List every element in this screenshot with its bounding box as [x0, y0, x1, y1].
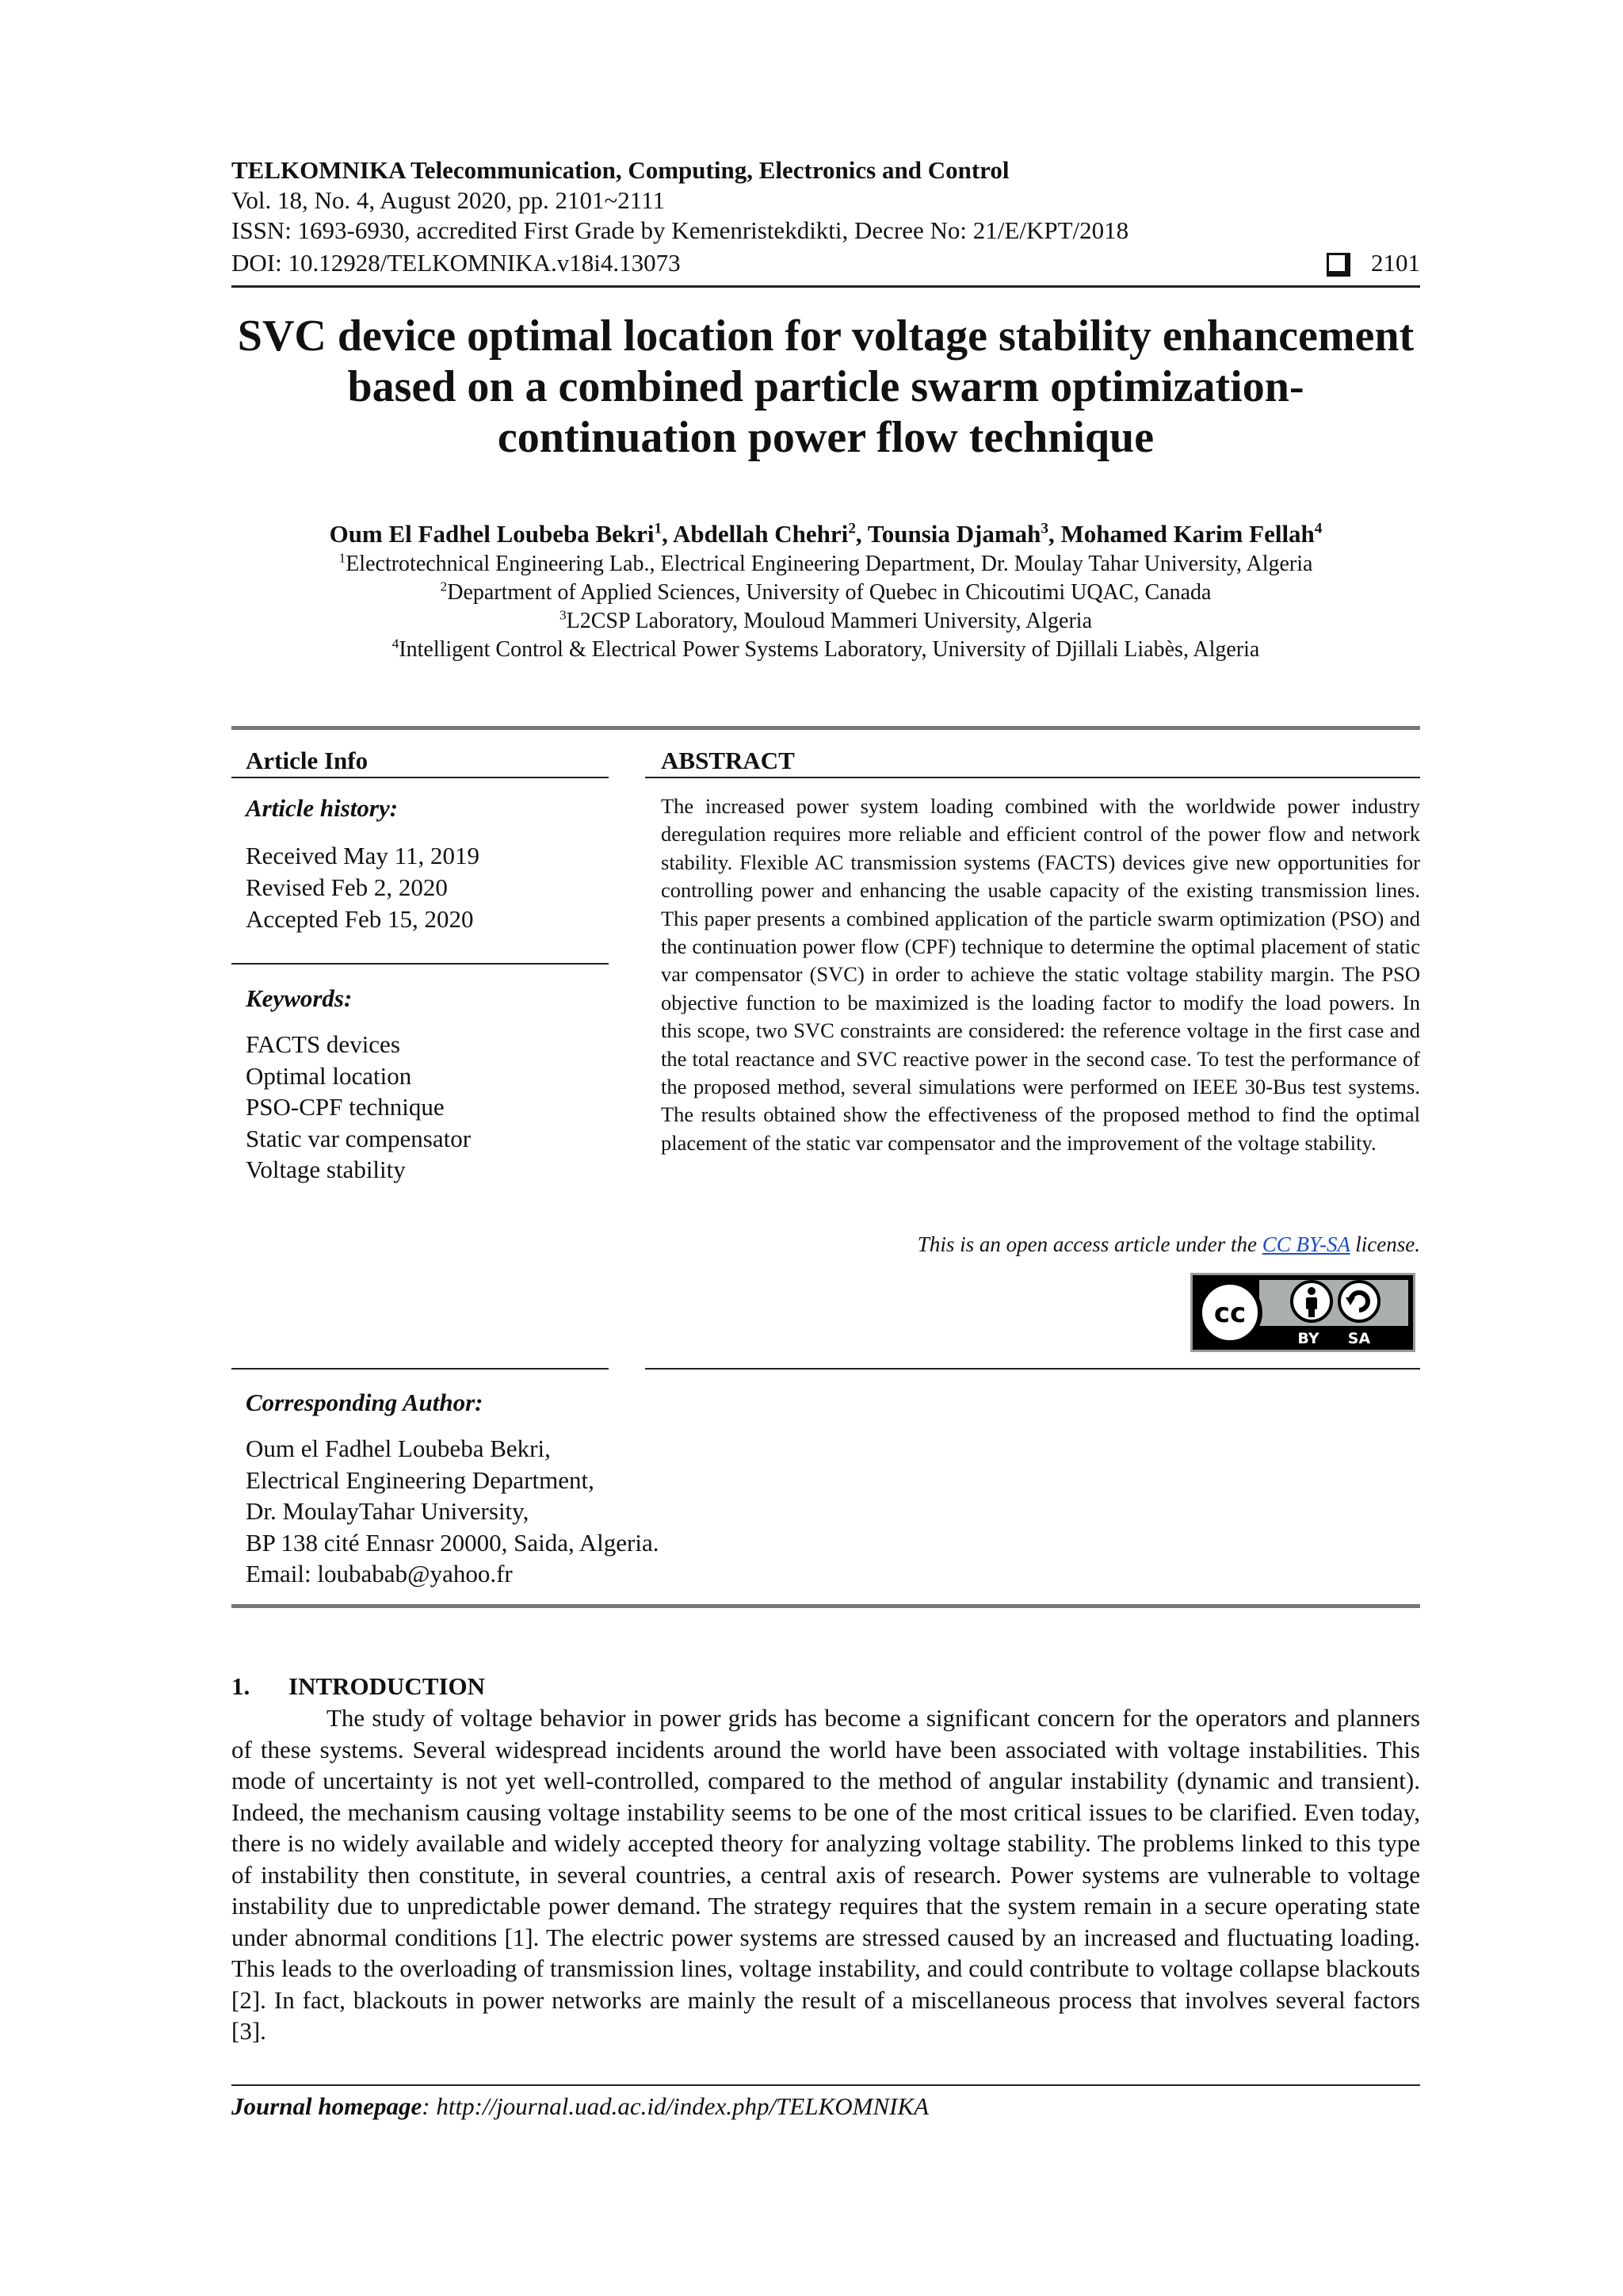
author-separator: ,	[1048, 520, 1061, 548]
badge-top-band	[1259, 1280, 1408, 1326]
info-box-bottom-rule	[231, 1604, 1420, 1608]
history-rule	[231, 963, 609, 965]
accepted-date: Accepted Feb 15, 2020	[246, 905, 474, 933]
introduction-paragraph: The study of voltage behavior in power grids has become a significant concern for the operators and planners of these systems. Several widespread incidents around the world have been associated with voltage instabilities. This mode of uncertainty is not yet well-controlled, compared to the method of angular instability (dynamic and transient). Indeed, the mechanism causing voltage instability seems to be one of the most critical issues to be clarified. Even today, there is no widely available and widely accepted theory for analyzing voltage stability. The problems linked to this type of instability then constitute, in several countries, a central axis of research. Power systems are vulnerable to voltage instability due to unpredictable power demand. The strategy requires that the system remain in a secure operating state under abnormal conditions [1]. The electric power systems are stressed caused by an increased and fluctuating loading. This leads to the overloading of transmission lines, voltage instability, and could contribute to voltage collapse blackouts [2]. In fact, blackouts in power networks are mainly the result of a miscellaneous process that involves several factors [3].	[231, 1704, 1420, 2045]
author-affiliation-mark: 1	[654, 520, 663, 537]
author-affiliation-mark: 4	[1314, 520, 1323, 537]
license-suffix: license.	[1350, 1232, 1420, 1256]
author-name: Oum El Fadhel Loubeba Bekri	[329, 520, 655, 548]
section-title: INTRODUCTION	[288, 1672, 486, 1700]
keyword-item: Static var compensator	[246, 1124, 472, 1152]
author-affiliation-mark: 2	[848, 520, 856, 537]
revised-date: Revised Feb 2, 2020	[246, 873, 448, 901]
author-name: Abdellah Chehri	[672, 520, 849, 548]
affiliation-item	[231, 607, 1420, 636]
abstract-text: The increased power system loading combined with the worldwide power industry deregulation requires more reliable and efficient control of the power flow and network stability. Flexible AC transmission systems (FACTS) devices give new opportunities for controlling power and enhancing the usable capacity of the existing transmission lines. This paper presents a combined application of the particle swarm optimization (PSO) and the continuation power flow (CPF) technique to determine the optimal placement of static var compensator (SVC) in order to achieve the static voltage stability margin. The PSO objective function to be maximized is the loading factor to modify the load powers. In this scope, two SVC constraints are considered: the reference voltage in the first case and the total reactance and SVC reactive power in the second case. To test the performance of the proposed method, several simulations were performed on IEEE 30-Bus test systems. The results obtained show the effectiveness of the proposed method to find the optimal placement of the static var compensator and the improvement of the voltage stability.	[661, 794, 1420, 1155]
section-heading-introduction	[231, 1671, 485, 1702]
section-number: 1.	[231, 1672, 250, 1700]
journal-name: TELKOMNIKA Telecommunication, Computing, Electronics and Control	[231, 156, 1010, 184]
keyword-item: Voltage stability	[246, 1156, 406, 1183]
affiliation-text: Department of Applied Sciences, University of Quebec in Chicoutimi UQAC, Canada	[447, 580, 1212, 605]
keywords-heading: Keywords:	[246, 984, 353, 1012]
doi: DOI: 10.12928/TELKOMNIKA.v18i4.13073	[231, 249, 681, 277]
header-divider	[231, 285, 1420, 288]
ca-email: Email: loubabab@yahoo.fr	[246, 1560, 513, 1587]
affiliation-item	[231, 579, 1420, 607]
affiliation-text: L2CSP Laboratory, Mouloud Mammeri University, Algeria	[566, 609, 1093, 633]
abstract-rule	[645, 777, 1420, 778]
share-alike-icon	[1339, 1282, 1379, 1321]
badge-cc-text: cc	[1213, 1297, 1247, 1329]
page-number: 2101	[1371, 249, 1420, 277]
affiliation-mark: 1	[338, 550, 346, 566]
keyword-item: Optimal location	[246, 1061, 412, 1090]
corresponding-author-heading: Corresponding Author:	[246, 1389, 483, 1416]
affiliation-text: Electrotechnical Engineering Lab., Electrical Engineering Department, Dr. Moulay Tahar University, Algeria	[346, 552, 1313, 576]
license-prefix: This is an open access article under the	[917, 1232, 1262, 1256]
cc-by-sa-badge[interactable]	[1190, 1273, 1415, 1352]
badge-by-label: BY	[1297, 1330, 1319, 1347]
journal-homepage-link[interactable]: http://journal.uad.ac.id/index.php/TELKOMNIKA	[436, 2092, 930, 2120]
affiliation-item	[231, 636, 1420, 664]
paper-title: SVC device optimal location for voltage stability enhancement based on a combined particle swarm optimization-continuation power flow technique	[237, 311, 1415, 462]
article-info-rule	[231, 777, 609, 778]
keyword-item: PSO-CPF technique	[246, 1093, 445, 1121]
affiliation-mark: 4	[391, 636, 399, 651]
checkbox-square-icon	[1327, 253, 1347, 273]
affiliation-mark: 2	[440, 579, 448, 594]
footer-separator: :	[422, 2092, 437, 2120]
cc-by-sa-link[interactable]: CC BY-SA	[1262, 1232, 1350, 1256]
page-footer	[231, 2091, 929, 2122]
doi-row	[231, 248, 1420, 280]
abstract-heading: ABSTRACT	[661, 747, 795, 774]
running-header	[231, 155, 1420, 246]
person-icon	[1292, 1282, 1331, 1321]
author-list	[231, 518, 1420, 550]
ca-department: Electrical Engineering Department,	[246, 1465, 594, 1494]
ca-address: BP 138 cité Ennasr 20000, Saida, Algeria.	[246, 1528, 659, 1557]
corresponding-author-details	[246, 1433, 659, 1590]
volume-info: Vol. 18, No. 4, August 2020, pp. 2101~2111	[231, 186, 665, 214]
affiliation-item	[231, 550, 1420, 579]
affiliation-mark: 3	[559, 607, 567, 623]
affiliation-list	[231, 550, 1420, 664]
issn-info: ISSN: 1693-6930, accredited First Grade by Kemenristekdikti, Decree No: 21/E/KPT/2018	[231, 216, 1129, 244]
abstract-bottom-rule	[645, 1368, 1420, 1370]
keywords-bottom-rule	[231, 1368, 609, 1370]
ca-university: Dr. MoulayTahar University,	[246, 1497, 529, 1525]
footer-rule	[231, 2084, 1420, 2086]
footer-label: Journal homepage	[231, 2092, 422, 2120]
author-separator: ,	[855, 520, 868, 548]
ca-name: Oum el Fadhel Loubeba Bekri,	[246, 1435, 551, 1462]
affiliation-text: Intelligent Control & Electrical Power Systems Laboratory, University of Djillali Liabès, Algeria	[399, 637, 1260, 662]
license-statement	[661, 1230, 1420, 1259]
author-name: Mohamed Karim Fellah	[1060, 520, 1315, 548]
badge-sa-label: SA	[1347, 1330, 1371, 1347]
cc-by-sa-badge-graphic	[1193, 1275, 1413, 1350]
keyword-list	[246, 1029, 471, 1186]
author-affiliation-mark: 3	[1041, 520, 1048, 537]
article-history-heading: Article history:	[246, 794, 399, 822]
info-box-top-rule	[231, 726, 1420, 730]
keyword-item: FACTS devices	[246, 1030, 400, 1058]
received-date: Received May 11, 2019	[246, 842, 479, 869]
article-history	[246, 840, 479, 935]
cc-icon	[1200, 1282, 1260, 1343]
author-name: Tounsia Djamah	[867, 520, 1041, 548]
author-separator: ,	[662, 520, 673, 548]
article-info-heading: Article Info	[246, 747, 369, 774]
